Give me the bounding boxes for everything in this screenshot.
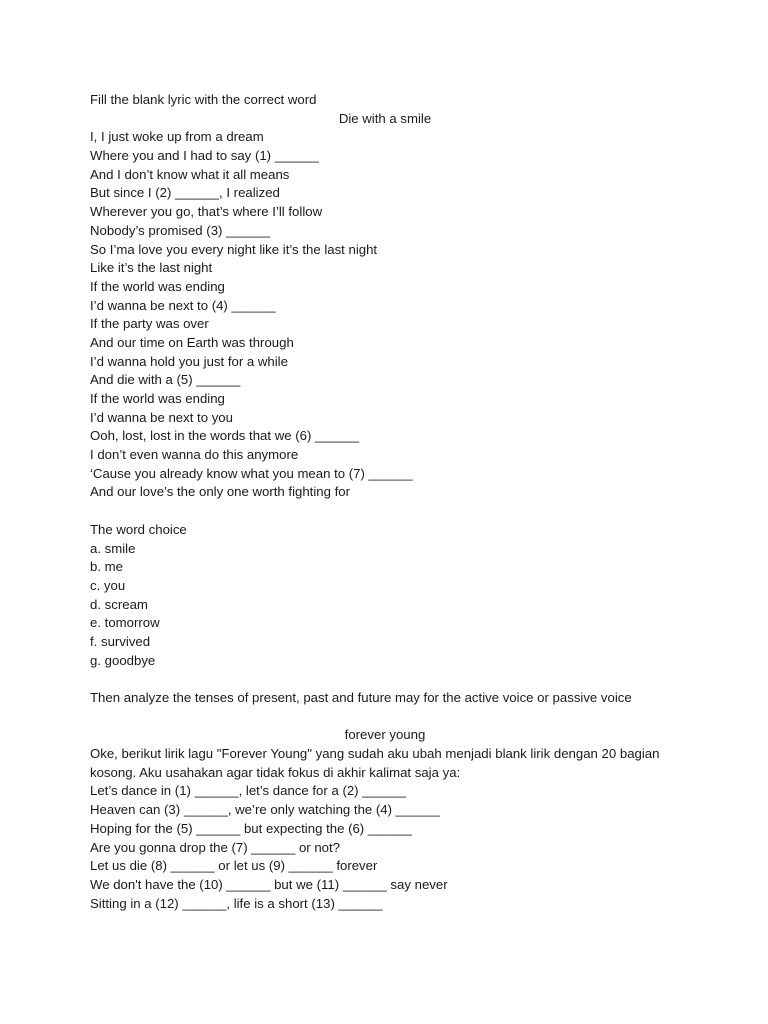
lyric-line: Where you and I had to say (1) ______ bbox=[90, 148, 319, 164]
lyric-line: And our time on Earth was through bbox=[90, 334, 294, 350]
lyric-line: Sitting in a (12) ______, life is a short (13) ______ bbox=[90, 895, 383, 911]
song2-title: forever young bbox=[344, 727, 426, 743]
lyric-line: And I don’t know what it all means bbox=[90, 166, 290, 182]
song2-lyrics bbox=[90, 782, 680, 913]
song1-lyrics bbox=[90, 128, 680, 502]
lyric-line: Wherever you go, that’s where I’ll follow bbox=[90, 204, 323, 220]
lyric-line: I’d wanna be next to you bbox=[90, 409, 233, 425]
lyric-line: If the world was ending bbox=[90, 391, 225, 406]
lyric-line: Are you gonna drop the (7) ______ or not? bbox=[90, 839, 341, 855]
word-choice-heading: The word choice bbox=[90, 521, 187, 537]
word-choice-section bbox=[90, 521, 680, 671]
instruction-text: Fill the blank lyric with the correct word bbox=[90, 92, 317, 107]
lyric-line: Heaven can (3) ______, we’re only watching the (4) ______ bbox=[90, 802, 440, 818]
word-option: e. tomorrow bbox=[90, 615, 160, 631]
spacer bbox=[90, 502, 680, 521]
analysis-instruction: Then analyze the tenses of present, past and future may for the active voice or passive voice bbox=[90, 690, 632, 705]
lyric-line: Ooh, lost, lost in the words that we (6) ______ bbox=[90, 428, 360, 444]
lyric-line: Let us die (8) ______ or let us (9) ______ forever bbox=[90, 858, 378, 874]
lyric-line: So I’ma love you every night like it’s the last night bbox=[90, 241, 378, 257]
word-option: a. smile bbox=[90, 540, 136, 556]
lyric-line: I don’t even wanna do this anymore bbox=[90, 447, 299, 463]
word-option: f. survived bbox=[90, 633, 151, 649]
word-option: c. you bbox=[90, 577, 126, 593]
lyric-line: If the party was over bbox=[90, 316, 209, 332]
spacer bbox=[90, 708, 680, 727]
lyric-line: Nobody’s promised (3) ______ bbox=[90, 222, 271, 238]
lyric-line: I’d wanna hold you just for a while bbox=[90, 353, 288, 369]
document-content bbox=[90, 91, 680, 913]
spacer bbox=[90, 670, 680, 689]
lyric-line: And our love’s the only one worth fighting for bbox=[90, 484, 351, 500]
lyric-line: Hoping for the (5) ______ but expecting the (6) ______ bbox=[90, 820, 412, 836]
song1-title: Die with a smile bbox=[338, 110, 432, 126]
lyric-line: If the world was ending bbox=[90, 278, 225, 294]
lyric-line: Like it’s the last night bbox=[90, 260, 213, 276]
lyric-line: I, I just woke up from a dream bbox=[90, 129, 264, 145]
song2-intro: Oke, berikut lirik lagu "Forever Young" yang sudah aku ubah menjadi blank lirik dengan 20 bagian kosong. Aku usahakan agar tidak fokus di akhir kalimat saja ya: bbox=[90, 746, 660, 780]
word-option: b. me bbox=[90, 559, 123, 575]
lyric-line: I’d wanna be next to (4) ______ bbox=[90, 297, 276, 313]
lyric-line: Let’s dance in (1) ______, let’s dance for a (2) ______ bbox=[90, 783, 407, 799]
lyric-line: We don't have the (10) ______ but we (11) ______ say never bbox=[90, 876, 448, 892]
word-option: g. goodbye bbox=[90, 652, 156, 668]
lyric-line: And die with a (5) ______ bbox=[90, 372, 241, 388]
lyric-line: But since I (2) ______, I realized bbox=[90, 185, 280, 201]
word-option: d. scream bbox=[90, 596, 148, 612]
lyric-line: ‘Cause you already know what you mean to (7) ______ bbox=[90, 465, 413, 481]
